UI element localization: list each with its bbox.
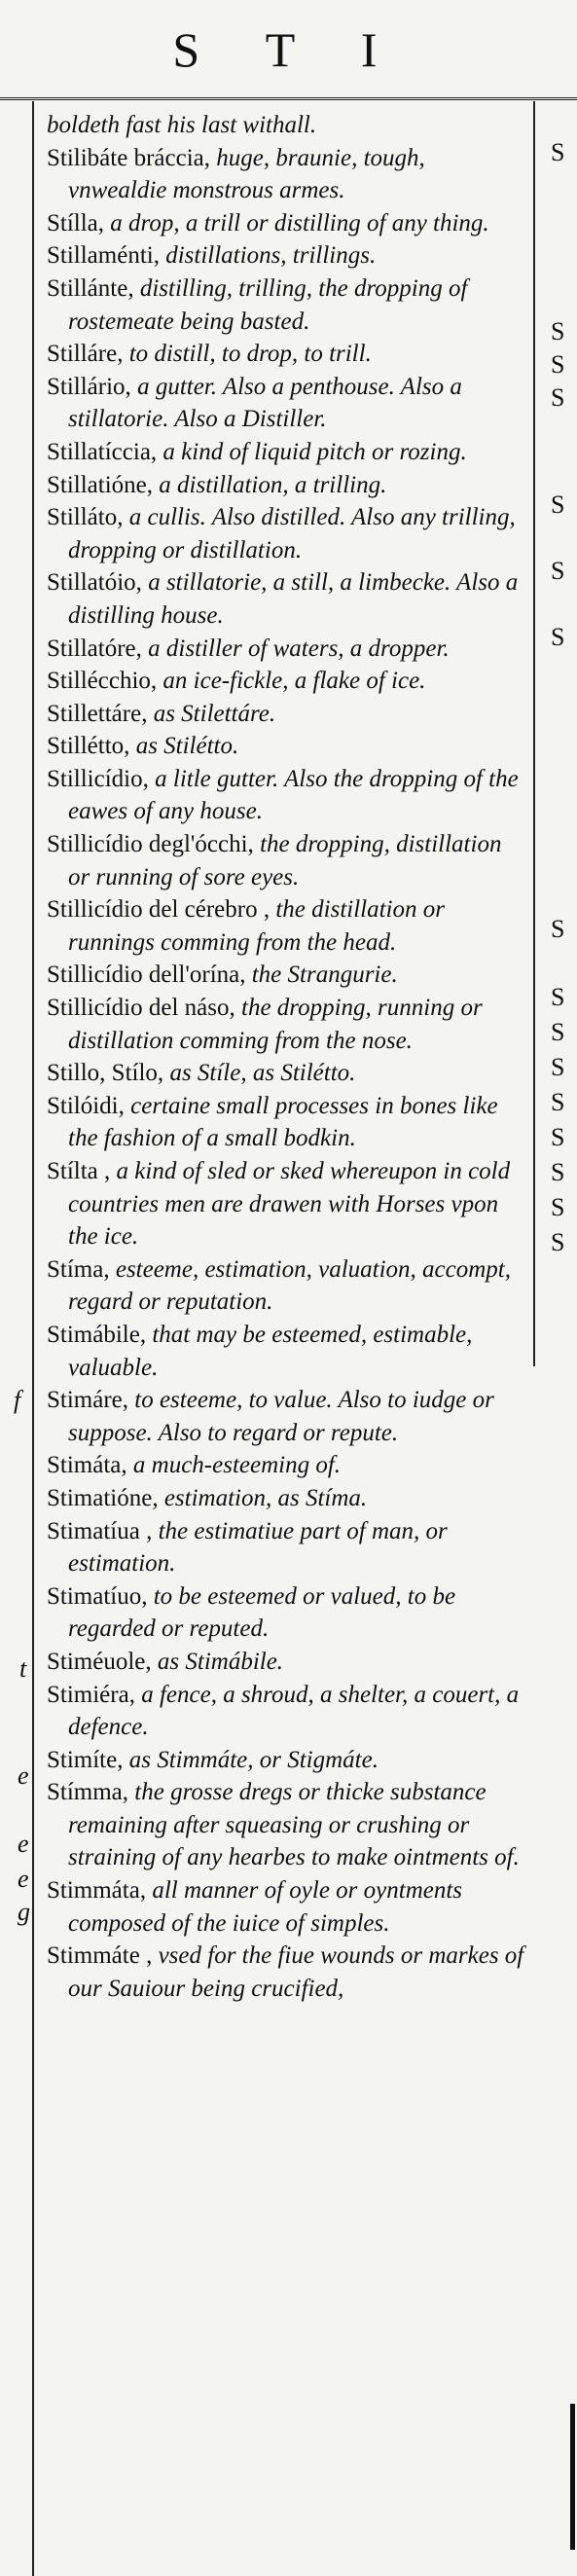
- right-margin-fragment: S: [551, 915, 565, 943]
- entry-definition: huge, braunie, tough, vnwealdie monstrous armes.: [68, 144, 425, 204]
- continued-entry-line: boldeth fast his last withall.: [47, 112, 317, 138]
- right-margin-fragment: S: [551, 317, 565, 345]
- entry-definition: to esteeme, to value. Also to iudge or suppose. Also to regard or repute.: [68, 1387, 494, 1446]
- entry-definition: all manner of oyle or oyntments composed of the iuice of simples.: [68, 1877, 463, 1937]
- entry-headword: Stillicídio del cérebro ,: [47, 896, 270, 924]
- dictionary-entry: [47, 698, 527, 731]
- entry-definition: certaine small processes in bones like the fashion of a small bodkin.: [68, 1092, 498, 1152]
- dictionary-entry: [47, 1319, 527, 1384]
- entry-headword: Stimiéra,: [47, 1681, 135, 1708]
- entry-headword: Stillicídio del náso,: [47, 995, 235, 1022]
- dictionary-entry: [47, 501, 527, 566]
- dictionary-entry: [47, 992, 527, 1057]
- entry-definition: a gutter. Also a penthouse. Also a stillatorie. Also a Distiller.: [68, 373, 462, 433]
- dictionary-entry: [47, 207, 527, 240]
- dictionary-entry: [47, 566, 527, 632]
- dictionary-entry: [47, 1515, 527, 1580]
- dictionary-entry: [47, 1679, 527, 1744]
- dictionary-entry: [47, 142, 527, 207]
- right-margin-fragment: S: [551, 138, 565, 166]
- entry-headword: Stilibáte bráccia,: [47, 144, 210, 171]
- entry-definition: esteeme, estimation, valuation, accompt, regard or reputation.: [68, 1255, 511, 1316]
- dictionary-entry: [47, 1384, 527, 1449]
- entry-headword: Stimábile,: [47, 1321, 147, 1348]
- entry-definition: a fence, a shroud, a shelter, a couert, a defence.: [68, 1681, 520, 1741]
- right-column-divider: [533, 101, 535, 1366]
- entry-definition: estimation, as Stíma.: [163, 1484, 368, 1511]
- entry-definition: a much-esteeming of.: [132, 1452, 342, 1479]
- entry-headword: Stiméuole,: [47, 1648, 152, 1675]
- dictionary-entry: [47, 1155, 527, 1253]
- dictionary-entry: [47, 730, 527, 763]
- entry-definition: that may be esteemed, estimable, valuable.: [68, 1321, 473, 1381]
- entry-headword: Stillicídio,: [47, 765, 149, 792]
- entry-headword: Stimatíuo,: [47, 1582, 148, 1610]
- entry-headword: Stimmáta,: [47, 1877, 147, 1905]
- entry-headword: Stimmáte ,: [47, 1942, 153, 1970]
- entry-definition: to be esteemed or valued, to be regarded or reputed.: [68, 1582, 456, 1643]
- right-margin-fragment: S: [551, 383, 565, 412]
- right-margin-fragment: S: [551, 1228, 565, 1256]
- dictionary-entry: [47, 1646, 527, 1679]
- entry-headword: Stíma,: [47, 1255, 110, 1283]
- right-margin-fragment: S: [551, 1123, 565, 1151]
- dictionary-entry: [47, 665, 527, 698]
- right-margin-fragment: S: [551, 983, 565, 1011]
- entry-definition: vsed for the fiue wounds or markes of our Sauiour being crucified,: [68, 1942, 524, 2002]
- entry-definition: a litle gutter. Also the dropping of the eawes of any house.: [68, 765, 519, 825]
- dictionary-entry: [47, 1449, 527, 1482]
- dictionary-entry: [47, 1090, 527, 1155]
- dictionary-entry: [47, 633, 527, 666]
- entry-headword: Stillánte,: [47, 274, 134, 302]
- dictionary-entry: [47, 1580, 527, 1646]
- right-margin-fragment: S: [551, 1193, 565, 1221]
- dictionary-entry: [47, 371, 527, 436]
- entry-headword: Stillatíccia,: [47, 438, 158, 465]
- entry-headword: Stílta ,: [47, 1158, 111, 1184]
- entry-headword: Stillécchio,: [47, 668, 158, 695]
- right-margin-fragment: S: [551, 1088, 565, 1116]
- entry-headword: Stílla,: [47, 209, 105, 236]
- right-margin-fragment: S: [551, 1018, 565, 1046]
- entry-headword: Stillatóio,: [47, 569, 142, 597]
- dictionary-entry: [47, 436, 527, 469]
- entry-headword: Stimáre,: [47, 1387, 129, 1414]
- entry-headword: Stimíte,: [47, 1746, 124, 1773]
- entry-headword: Stilláto,: [47, 504, 124, 531]
- dictionary-entry: [47, 1057, 527, 1090]
- entry-definition: as Stilétto.: [135, 733, 239, 760]
- entry-definition: the grosse dregs or thicke substance remaining after squeasing or crushing or straining of any hearbes to make ointments of.: [68, 1779, 520, 1871]
- entry-headword: Stimatióne,: [47, 1484, 159, 1511]
- entry-headword: Stilóidi,: [47, 1092, 125, 1119]
- right-margin-fragment: S: [551, 490, 565, 519]
- entry-headword: Stimáta,: [47, 1452, 127, 1479]
- left-margin-fragment: g: [18, 1898, 30, 1926]
- entry-definition: a distillation, a trilling.: [159, 471, 387, 498]
- left-margin-fragment: e: [18, 1761, 29, 1790]
- right-margin-fragment: S: [551, 1053, 565, 1081]
- dictionary-entry: [47, 959, 527, 992]
- entry-definition: distillations, trillings.: [165, 242, 377, 270]
- left-margin-fragment: f: [14, 1386, 21, 1414]
- dictionary-entry: [47, 1874, 527, 1940]
- dictionary-entry: [47, 469, 527, 502]
- entry-headword: Stillaménti,: [47, 242, 160, 270]
- dictionary-entry: [47, 338, 527, 371]
- entry-definition: a drop, a trill or distilling of any thing.: [110, 209, 489, 236]
- dictionary-entry: [47, 1744, 527, 1777]
- dictionary-entry: [47, 893, 527, 959]
- dictionary-entry: [47, 1776, 527, 1874]
- entry-definition: the distillation or runnings comming from the head.: [68, 896, 445, 956]
- dictionary-entry: [47, 239, 527, 272]
- entry-definition: the dropping, running or distillation comming from the nose.: [68, 995, 483, 1054]
- dictionary-entry: [47, 828, 527, 893]
- entry-definition: as Stimábile.: [157, 1648, 284, 1675]
- entry-definition: an ice-fickle, a flake of ice.: [162, 668, 426, 695]
- dictionary-entry: [47, 1940, 527, 2005]
- entry-headword: Stillatóre,: [47, 635, 142, 662]
- left-column-divider: [32, 101, 34, 2576]
- entry-definition: distilling, trilling, the dropping of rostemeate being basted.: [68, 274, 468, 335]
- entry-headword: Stillettáre,: [47, 700, 148, 727]
- left-margin-fragment: e: [18, 1865, 29, 1893]
- right-margin-fragment: S: [551, 1158, 565, 1186]
- entry-headword: Stímma,: [47, 1779, 129, 1806]
- entry-headword: Stillo, Stílo,: [47, 1060, 164, 1087]
- entry-definition: as Stíle, as Stilétto.: [169, 1060, 356, 1087]
- entry-definition: to distill, to drop, to trill.: [128, 341, 372, 368]
- right-margin-fragment: S: [551, 557, 565, 585]
- entry-definition: as Stimmáte, or Stigmáte.: [128, 1746, 379, 1773]
- heading-rule: [0, 97, 577, 100]
- left-margin-fragment: t: [19, 1654, 27, 1683]
- entry-definition: a stillatorie, a still, a limbecke. Also a distilling house.: [68, 569, 519, 629]
- page-heading: S T I: [172, 22, 405, 77]
- entry-definition: a kind of liquid pitch or rozing.: [162, 438, 467, 465]
- entry-definition: a cullis. Also distilled. Also any trilling, dropping or distillation.: [68, 504, 516, 563]
- dictionary-entry: [47, 763, 527, 828]
- entry-headword: Stimatíua ,: [47, 1517, 153, 1544]
- entry-definition: a kind of sled or sked whereupon in cold countries men are drawen with Horses vpon the ice.: [68, 1158, 511, 1251]
- entry-headword: Stillétto,: [47, 733, 130, 760]
- left-margin-fragment: e: [18, 1830, 29, 1858]
- entry-definition: the Strangurie.: [251, 961, 398, 989]
- entry-headword: Stilláre,: [47, 341, 124, 368]
- dictionary-entry: [47, 1482, 527, 1515]
- right-margin-fragment: S: [551, 350, 565, 379]
- entry-definition: the dropping, distillation or running of sore eyes.: [68, 831, 502, 890]
- entry-headword: Stillicídio degl'ócchi,: [47, 831, 254, 858]
- entry-headword: Stillatióne,: [47, 471, 154, 498]
- right-margin-fragment: S: [551, 623, 565, 651]
- right-margin-ink-bar: [570, 2404, 575, 2550]
- entry-definition: the estimatiue part of man, or estimation.: [68, 1517, 448, 1578]
- dictionary-entry: [47, 1253, 527, 1319]
- entry-list: [47, 109, 527, 2005]
- entry-definition: as Stilettáre.: [153, 700, 276, 727]
- entry-headword: Stillário,: [47, 373, 131, 400]
- dictionary-entry: [47, 272, 527, 338]
- entry-definition: a distiller of waters, a dropper.: [148, 635, 450, 662]
- entry-headword: Stillicídio dell'orína,: [47, 961, 246, 989]
